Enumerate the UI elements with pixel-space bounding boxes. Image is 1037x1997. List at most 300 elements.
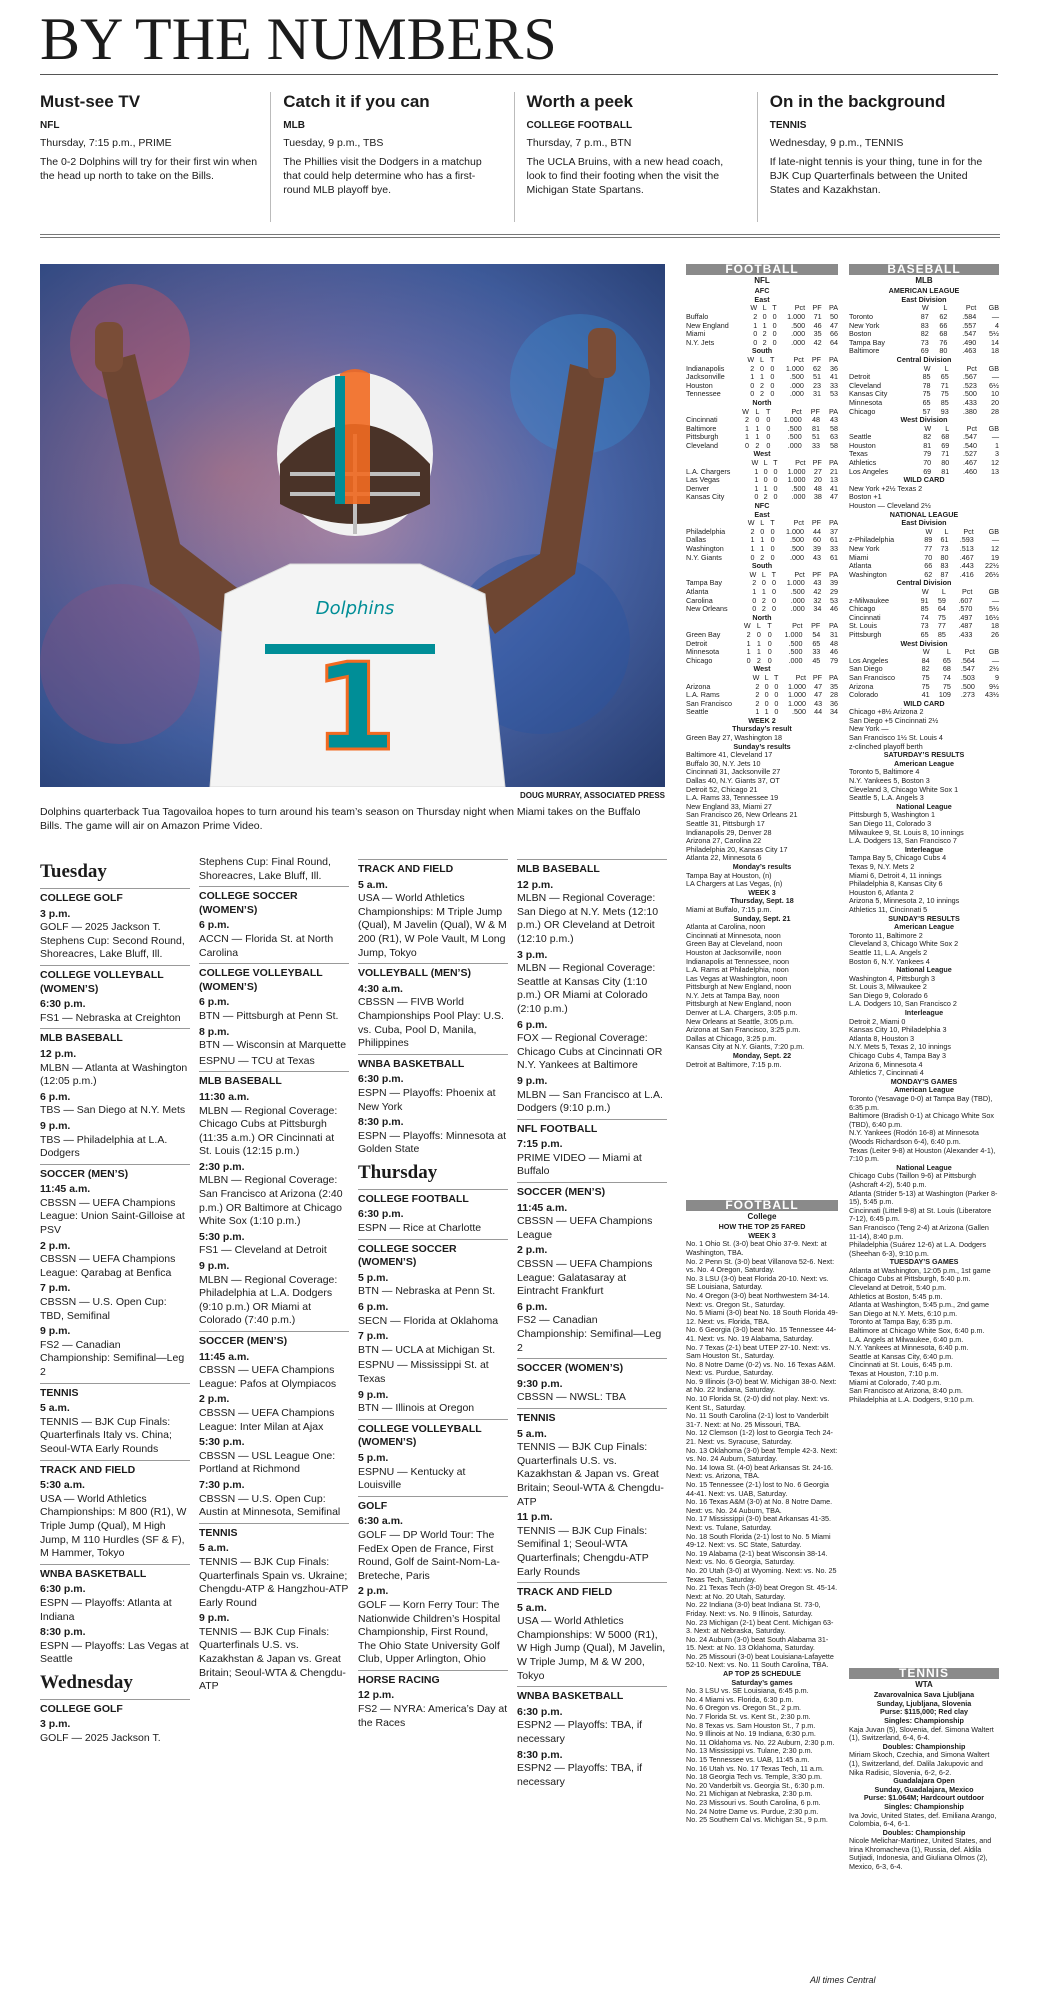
stat-cell: 0 <box>770 544 775 553</box>
stat-cell: 2 <box>761 595 766 605</box>
game-result: New Orleans at Seattle, 3:05 p.m. <box>686 1016 794 1026</box>
stat-cell: 18 <box>991 346 999 356</box>
airtime: 6 p.m. <box>199 919 230 932</box>
match-result: Iva Jovic, United States, def. Emiliana Arango, Colombia, 6-4, 6-1. <box>849 1810 997 1829</box>
stat-cell: 47 <box>830 320 838 330</box>
game-result: San Francisco at Arizona, 8:40 p.m. <box>849 1386 963 1396</box>
stat-cell: 89 <box>924 535 933 545</box>
stat-cell: 0 <box>753 337 758 347</box>
team-name: L.A. Chargers <box>686 466 731 476</box>
airtime: 11:45 a.m. <box>199 1350 250 1363</box>
top25-result: No. 19 Alabama (2-1) beat Wisconsin 38-14. Next: vs. No. 6 Georgia, Saturday. <box>686 1548 828 1567</box>
team-name: Boston <box>849 329 872 339</box>
pick-when: Wednesday, 9 p.m., TENNIS <box>769 137 904 149</box>
stat-cell: 1 <box>750 535 755 545</box>
stat-cell: 78 <box>922 380 931 390</box>
team-name: Baltimore <box>849 346 880 356</box>
broadcast-listing: CBSSN — UEFA Champions League: Pafos at Olympiacos <box>199 1364 337 1390</box>
airtime: 2:30 p.m. <box>199 1160 245 1173</box>
stat-cell: 61 <box>830 552 838 562</box>
stat-cell: 51 <box>811 432 820 442</box>
stat-cell: 13 <box>830 475 838 485</box>
broadcast-listing: BTN — UCLA at Michigan St. <box>358 1343 496 1356</box>
game-result: Atlanta at Washington, 12:05 p.m., 1st game <box>849 1265 991 1275</box>
pick-sport: NFL <box>40 120 60 131</box>
game-result: Atlanta at Washington, 5:45 p.m., 2nd game <box>849 1300 989 1310</box>
airtime: 8:30 p.m. <box>40 1626 86 1639</box>
broadcast-listing: USA — World Athletics Championships: M 800 (R1), W Triple Jump (Qual), M High Jump, M 110 Hurdles (SF & F), M Hammer, Tokyo <box>40 1492 187 1560</box>
stat-cell: 64 <box>830 337 838 347</box>
stat-cell: .500 <box>790 535 804 545</box>
column-header: T <box>770 354 775 364</box>
stat-cell: 1 <box>753 320 758 330</box>
team-name: N.Y. Jets <box>686 337 715 347</box>
stat-cell: 21 <box>830 466 838 476</box>
game-result: Baltimore (Bradish 0-1) at Chicago White Sox (TBD), 6:40 p.m. <box>849 1111 995 1129</box>
column-header: GB <box>988 363 999 373</box>
clinch-note: z-clinched playoff berth <box>849 741 923 751</box>
stat-cell: 68 <box>939 329 948 339</box>
stat-cell: .433 <box>962 397 977 407</box>
league-name: NFL <box>754 275 770 285</box>
broadcast-listing: ESPNU — TCU at Texas <box>199 1054 315 1067</box>
stat-cell: 0 <box>764 681 769 691</box>
sport-heading: TRACK AND FIELD <box>40 1460 190 1478</box>
stat-cell: 0 <box>767 647 772 657</box>
result-subhead: Singles: Championship <box>884 1715 964 1725</box>
top25-game: No. 4 Miami vs. Florida, 6:30 p.m. <box>686 1694 794 1704</box>
stat-cell: 0 <box>770 363 775 373</box>
stat-cell: 41 <box>830 372 838 382</box>
team-name: Arizona <box>849 681 874 691</box>
airtime: 12 p.m. <box>517 878 554 891</box>
stat-cell: 70 <box>924 552 933 562</box>
division-name: South <box>751 561 773 571</box>
standings-table <box>849 588 999 640</box>
game-result: LA Chargers at Las Vegas, (n) <box>686 879 783 889</box>
result-subhead: TUESDAY’S GAMES <box>889 1257 959 1267</box>
stat-cell: 16½ <box>985 612 999 622</box>
team-name: New Orleans <box>686 604 728 614</box>
top25-result: No. 1 Ohio St. (3-0) beat Ohio 37-9. Next: at Washington, TBA. <box>686 1239 827 1257</box>
column-header: L <box>761 569 766 579</box>
broadcast-listing: ESPN — Rice at Charlotte <box>358 1222 482 1235</box>
stat-cell: 69 <box>923 466 932 476</box>
stat-cell: 71 <box>940 380 949 390</box>
pick-when: Thursday, 7:15 p.m., PRIME <box>40 137 172 149</box>
sport-heading: GOLF <box>358 1496 508 1514</box>
stat-cell: 60 <box>813 535 822 545</box>
schedule-column-4 <box>517 856 667 1791</box>
column-header: Pct <box>966 363 977 373</box>
stat-cell: 4 <box>995 320 999 330</box>
stat-cell: 66 <box>830 329 838 339</box>
team-name: Las Vegas <box>686 475 720 485</box>
stat-cell: 13 <box>991 466 999 476</box>
standings-table <box>686 304 838 347</box>
pick-must-see <box>40 92 271 222</box>
stat-cell: 65 <box>922 397 931 407</box>
airtime: 8:30 p.m. <box>358 1116 404 1129</box>
broadcast-listing: TBS — San Diego at N.Y. Mets <box>40 1104 186 1117</box>
stat-cell: 2 <box>756 655 761 665</box>
stat-cell: 2 <box>760 389 765 399</box>
result-subhead: SATURDAY’S RESULTS <box>883 750 965 760</box>
stat-cell: .000 <box>790 552 804 562</box>
nfl-standings <box>686 264 838 1069</box>
photo-caption: Dolphins quarterback Tua Tagovailoa hopes to turn around his team’s season on Thursday night when Miami takes on the Buffalo Bills. The game will air on Amazon Prime Video. <box>40 806 641 832</box>
stat-cell: — <box>991 432 999 442</box>
pick-heading: Worth a peek <box>526 92 633 111</box>
result-subhead: Singles: Championship <box>884 1801 964 1811</box>
league-division-name: AMERICAN LEAGUE <box>888 286 960 296</box>
team-name: Houston <box>849 440 876 450</box>
stat-cell: 0 <box>766 432 771 442</box>
broadcast-listing: ESPN — Playoffs: Las Vegas at Seattle <box>40 1639 189 1666</box>
result-subhead: Interleague <box>904 844 944 854</box>
column-header: PA <box>828 354 838 364</box>
stat-cell: 9 <box>995 672 999 682</box>
team-name: Toronto <box>849 311 873 321</box>
airtime: 6:30 p.m. <box>517 1705 563 1718</box>
pick-when: Tuesday, 9 p.m., TBS <box>283 137 384 149</box>
stat-cell: 1 <box>760 544 765 553</box>
stat-cell: 32 <box>813 595 822 605</box>
game-result: Seattle 31, Pittsburgh 17 <box>686 819 765 828</box>
stat-cell: 0 <box>770 380 775 390</box>
stat-cell: 0 <box>760 526 765 536</box>
broadcast-listing: MLBN — San Francisco at L.A. Dodgers (9:10 p.m.) <box>517 1088 663 1115</box>
column-header: W <box>923 363 931 373</box>
stat-cell: 43 <box>830 415 838 425</box>
division-name: North <box>752 612 772 622</box>
column-header: W <box>752 672 760 682</box>
result-subhead: Sunday’s results <box>733 741 791 751</box>
schedule-column-2 <box>199 856 349 1696</box>
stat-cell: 36 <box>830 698 838 708</box>
masthead-rule <box>40 74 998 75</box>
stat-cell: 85 <box>920 604 929 614</box>
stat-cell: 29 <box>830 586 838 596</box>
column-header: T <box>771 569 776 579</box>
game-result: San Francisco 26, New Orleans 21 <box>686 810 798 820</box>
team-name: Los Angeles <box>849 655 889 665</box>
player-photo <box>40 264 665 787</box>
stat-cell: .547 <box>960 664 975 674</box>
column-header: PF <box>811 354 821 364</box>
team-name: Indianapolis <box>686 363 725 373</box>
stat-cell: 46 <box>813 320 822 330</box>
stat-cell: 70 <box>923 458 932 468</box>
stat-cell: 14 <box>991 337 999 347</box>
stat-cell: 1.000 <box>787 466 806 476</box>
top25-result: No. 16 Texas A&M (3-0) at No. 8 Notre Dame. Next: vs. No. 24 Auburn, TBA. <box>686 1497 833 1515</box>
sport-heading: WNBA BASKETBALL <box>40 1564 190 1582</box>
broadcast-listing: BTN — Wisconsin at Marquette <box>199 1039 347 1052</box>
column-header: L <box>760 518 765 528</box>
stat-cell: .570 <box>958 604 973 614</box>
stat-cell: 1 <box>754 483 759 493</box>
column-header: Pct <box>794 569 805 579</box>
result-subhead: National League <box>896 965 952 975</box>
column-header: GB <box>988 647 999 657</box>
column-header: T <box>767 621 772 631</box>
top25-result: No. 8 Notre Dame (0-2) vs. No. 16 Texas A&M. Next: vs. Purdue, Saturday. <box>686 1359 836 1378</box>
stat-cell: 33 <box>830 544 838 553</box>
stat-cell: 43 <box>813 552 822 562</box>
stat-cell: 1 <box>744 432 749 442</box>
team-name: Detroit <box>849 372 871 382</box>
stat-cell: 85 <box>922 372 931 382</box>
column-header: PA <box>828 569 838 579</box>
game-result: Indianapolis at Tennessee, noon <box>686 956 789 966</box>
event-name: Zavarovalnica Sava Ljubljana <box>873 1690 975 1700</box>
sport-heading: COLLEGE VOLLEYBALL (WOMEN’S) <box>40 965 190 996</box>
airtime: 9:30 p.m. <box>517 1377 563 1390</box>
stat-cell: .000 <box>791 492 806 502</box>
airtime: 9 p.m. <box>40 1119 71 1132</box>
wild-card-row: New York +2½ Texas 2 <box>849 483 923 493</box>
division-name: Central Division <box>896 578 952 588</box>
game-result: Detroit 2, Miami 0 <box>849 1016 906 1026</box>
stat-cell: .416 <box>959 569 974 579</box>
column-header: PF <box>812 303 822 313</box>
column-header: L <box>755 406 760 416</box>
game-result: Toronto 11, Baltimore 2 <box>849 930 923 940</box>
team-name: Kansas City <box>686 492 725 502</box>
stat-cell: 0 <box>773 492 778 502</box>
column-header: L <box>944 363 949 373</box>
stat-cell: 0 <box>773 466 778 476</box>
college-football-header: FOOTBALL <box>686 1200 838 1211</box>
stat-cell: .567 <box>962 372 977 382</box>
stat-cell: 0 <box>770 372 775 382</box>
game-result: Green Bay at Cleveland, noon <box>686 939 783 949</box>
broadcast-listing: CBSSN — NWSL: TBA <box>517 1391 626 1404</box>
game-result: Seattle at Kansas City, 6:40 p.m. <box>849 1351 954 1361</box>
stat-cell: 0 <box>760 363 765 373</box>
stat-cell: 0 <box>744 440 749 450</box>
stat-cell: 0 <box>756 629 761 639</box>
top25-game: No. 23 Missouri vs. South Carolina, 6 p.m. <box>686 1797 821 1807</box>
game-result: Las Vegas at Washington, noon <box>686 973 788 983</box>
broadcast-listing: CBSSN — UEFA Champions League: Union Saint-Gilloise at PSV <box>40 1196 185 1237</box>
stat-cell: .500 <box>788 638 803 648</box>
college-football <box>686 1200 838 1825</box>
stat-cell: 0 <box>763 466 768 476</box>
airtime: 2 p.m. <box>517 1244 548 1257</box>
stat-cell: 1 <box>744 423 749 433</box>
result-subhead: MONDAY’S GAMES <box>890 1076 958 1086</box>
page-title: BY THE NUMBERS <box>40 6 557 72</box>
column-header: GB <box>988 303 999 313</box>
stat-cell: .500 <box>960 681 975 691</box>
college-week: WEEK 3 <box>748 1230 776 1240</box>
sport-heading: TENNIS <box>517 1408 667 1426</box>
game-result: Atlanta (Strider 5-13) at Washington (Parker 8-15), 5:45 p.m. <box>849 1188 998 1207</box>
column-header: Pct <box>963 526 974 536</box>
match-result: Nicole Melichar-Martinez, United States, and Irina Khromacheva (1), Russia, def. Aldila Sutjiadi, Indonesia, and Giuliana Olmos (2), Mexico, 6-3, 6-4. <box>849 1836 992 1872</box>
team-name: Tennessee <box>686 389 721 399</box>
broadcast-listing: FS2 — Canadian Championship: Semifinal—Leg 2 <box>517 1314 662 1354</box>
stat-cell: 44 <box>813 526 822 536</box>
result-subhead: Interleague <box>904 1008 944 1018</box>
stat-cell: .547 <box>963 432 978 442</box>
stat-cell: .500 <box>792 707 807 717</box>
top25-game: No. 9 Illinois at No. 19 Indiana, 6:30 p.m. <box>686 1729 816 1739</box>
broadcast-listing: FS2 — Canadian Championship: Semifinal—Leg 2 <box>40 1338 185 1378</box>
match-result: Miriam Skoch, Czechia, and Simona Waltert (1), Switzerland, def. Dalila Jakupovic and Nika Radisic, Slovenia, 6-2, 6-2. <box>849 1750 990 1777</box>
stat-cell: 33 <box>812 647 821 657</box>
game-result: Tampa Bay 5, Chicago Cubs 4 <box>849 853 947 863</box>
top25-result: No. 21 Texas Tech (3-0) beat Oregon St. 45-14. Next: at No. 20 Utah, Saturday. <box>686 1583 838 1601</box>
team-name: Cincinnati <box>849 612 881 622</box>
column-header: T <box>766 406 771 416</box>
stat-cell: 0 <box>763 475 768 485</box>
game-result: Washington 4, Pittsburgh 3 <box>849 973 936 983</box>
stat-cell: 2 <box>746 629 751 639</box>
broadcast-listing: CBSSN — UEFA Champions League: Inter Milan at Ajax <box>199 1406 335 1433</box>
airtime: 5 a.m. <box>199 1542 229 1555</box>
team-name: Chicago <box>686 655 713 665</box>
stat-cell: .490 <box>962 337 977 347</box>
column-header: PA <box>828 672 838 682</box>
stat-cell: 1 <box>755 432 760 442</box>
stat-cell: 0 <box>771 595 776 605</box>
game-result: L.A. Dodgers 13, San Francisco 7 <box>849 836 957 846</box>
baseball-header: BASEBALL <box>849 264 999 275</box>
game-result: Arizona at San Francisco, 3:25 p.m. <box>686 1025 801 1035</box>
game-result: Chicago Cubs 4, Tampa Bay 3 <box>849 1051 946 1061</box>
stat-cell: 82 <box>921 664 930 674</box>
stat-cell: 51 <box>813 372 821 382</box>
stat-cell: 2 <box>750 526 755 536</box>
stat-cell: 2 <box>744 415 749 425</box>
top25-result: No. 15 Tennessee (2-1) lost to No. 6 Georgia 44-41. Next: vs. UAB, Saturday. <box>686 1480 829 1498</box>
stat-cell: 1.000 <box>788 681 807 691</box>
stat-cell: .547 <box>962 329 977 339</box>
top25-result: No. 7 Texas (2-1) beat UTEP 27-10. Next: vs. Sam Houston St., Saturday. <box>686 1342 831 1361</box>
stat-cell: 0 <box>771 586 776 596</box>
stat-cell: 48 <box>830 638 838 648</box>
sport-heading: COLLEGE VOLLEYBALL (WOMEN’S) <box>199 963 349 994</box>
airtime: 11:30 a.m. <box>199 1090 250 1103</box>
stat-cell: 83 <box>920 320 929 330</box>
stat-cell: 83 <box>940 561 949 571</box>
stat-cell: — <box>991 535 999 545</box>
stat-cell: 31 <box>813 389 821 399</box>
stat-cell: 80 <box>941 458 950 468</box>
sport-heading: COLLEGE SOCCER (WOMEN’S) <box>358 1239 508 1270</box>
standings-table <box>686 356 838 399</box>
game-result: San Francisco (Teng 2-4) at Arizona (Gallen 11-14), 8:40 p.m. <box>849 1222 989 1241</box>
stat-cell: 0 <box>772 337 777 347</box>
stat-cell: 42 <box>813 586 822 596</box>
tennis-header: TENNIS <box>849 1668 999 1679</box>
result-subhead: Thursday, Sept. 18 <box>730 896 794 906</box>
stat-cell: 3 <box>995 449 999 459</box>
team-name: Carolina <box>686 595 713 605</box>
stat-cell: 1 <box>756 638 761 648</box>
pick-sport: COLLEGE FOOTBALL <box>526 120 633 131</box>
broadcast-listing: ESPN2 — Playoffs: TBA, if necessary <box>517 1762 643 1788</box>
team-name: Seattle <box>849 432 872 442</box>
game-result: Athletics at Boston, 5:45 p.m. <box>849 1291 943 1301</box>
column-header: Pct <box>965 303 977 313</box>
stat-cell: 71 <box>941 449 950 459</box>
top25-game: No. 24 Notre Dame vs. Purdue, 2:30 p.m. <box>686 1806 819 1816</box>
standings-table <box>686 622 838 665</box>
stat-cell: 33 <box>811 440 820 450</box>
top25-game: No. 6 Oregon vs. Oregon St., 2 p.m. <box>686 1703 802 1713</box>
picks-row <box>40 92 1000 222</box>
game-result: Kansas City at N.Y. Giants, 7:20 p.m. <box>686 1042 805 1052</box>
stat-cell: .513 <box>959 544 974 553</box>
pick-heading: On in the background <box>769 92 946 111</box>
column-header: Pct <box>795 672 807 682</box>
stat-cell: 33 <box>830 380 838 390</box>
stat-cell: .500 <box>787 432 802 442</box>
broadcast-listing: TENNIS — BJK Cup Finals: Quarterfinals U.S. vs. Kazakhstan & Japan vs. Great Britain; Seoul-WTA & Chengdu-ATP <box>517 1441 664 1508</box>
team-name: Texas <box>849 449 868 459</box>
pick-when: Thursday, 7 p.m., BTN <box>526 137 632 149</box>
top25-result: No. 24 Auburn (3-0) beat South Alabama 31-15. Next: at No. 13 Oklahoma, Saturday. <box>686 1634 829 1653</box>
column-header: Pct <box>794 303 806 313</box>
stat-cell: .273 <box>960 690 975 700</box>
team-name: Houston <box>686 380 713 390</box>
result-subhead: Monday, Sept. 22 <box>732 1051 792 1061</box>
game-result: Miami at Buffalo, 7:15 p.m. <box>686 904 772 914</box>
stat-cell: .467 <box>963 458 978 468</box>
stat-cell: 0 <box>773 475 778 485</box>
game-result: Arizona 5, Minnesota 2, 10 innings <box>849 896 960 906</box>
pick-sport: TENNIS <box>769 120 807 131</box>
wild-card-label: WILD CARD <box>903 475 945 485</box>
game-result: Texas 9, N.Y. Mets 2 <box>849 861 915 871</box>
schedule-column-1 <box>40 856 190 1748</box>
game-result: Pittsburgh at New England, noon <box>686 999 792 1009</box>
team-name: z-Milwaukee <box>849 595 889 605</box>
broadcast-listing: CBSSN — U.S. Open Cup: Austin at Minnesota, Semifinal <box>199 1492 341 1519</box>
airtime: 11:45 a.m. <box>517 1201 568 1214</box>
stat-cell: 79 <box>923 449 932 459</box>
team-name: Washington <box>686 544 724 553</box>
stat-cell: — <box>991 655 999 665</box>
standings-table <box>849 425 999 477</box>
broadcast-listing: TENNIS — BJK Cup Finals: Semifinal 1; Seoul-WTA Quarterfinals; Chengdu-ATP Early Rounds <box>517 1524 649 1578</box>
stat-cell: 6½ <box>989 380 999 390</box>
game-result: Miami at Colorado, 7:40 p.m. <box>849 1377 942 1387</box>
schedule-day: Saturday’s games <box>731 1677 793 1687</box>
stat-cell: 0 <box>761 578 766 588</box>
tour-name: WTA <box>915 1679 933 1689</box>
stat-cell: 0 <box>770 535 775 545</box>
result-subhead: WEEK 3 <box>748 887 776 897</box>
team-name: New England <box>686 320 729 330</box>
stat-cell: 82 <box>923 432 932 442</box>
stat-cell: 2 <box>755 690 760 700</box>
stat-cell: .557 <box>962 320 977 330</box>
stat-cell: 19 <box>991 552 999 562</box>
game-result: Denver at L.A. Chargers, 3:05 p.m. <box>686 1008 798 1018</box>
stat-cell: 1 <box>762 320 767 330</box>
stat-cell: 22½ <box>985 561 999 571</box>
sport-heading: SOCCER (MEN’S) <box>517 1182 667 1200</box>
stat-cell: 0 <box>764 690 769 700</box>
stat-cell: 0 <box>746 655 751 665</box>
top25-result: No. 20 Utah (3-0) at Wyoming. Next: vs. No. 25 Texas Tech, Saturday. <box>686 1565 837 1584</box>
column-header: Pct <box>793 518 804 528</box>
